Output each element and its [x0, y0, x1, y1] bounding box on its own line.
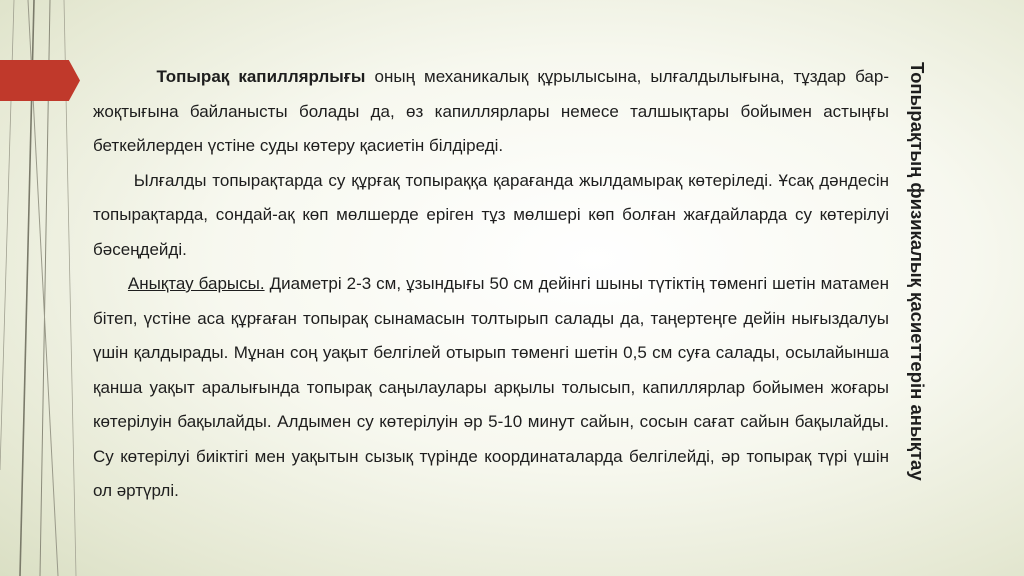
slide-body [93, 60, 889, 509]
paragraph-capillarity [93, 60, 889, 164]
paragraph-procedure-text: Диаметрі 2-3 см, ұзындығы 50 см дейінгі шыны түтіктің төменгі шетін матамен бітеп, үстіне аса құрғаған топырақ сынамасын толтырып салады да, таңертеңге дейін нығыздалуы үшін қалдырады. Мұнан соң уақыт белгілей отырып төменгі шетін 0,5 см суға салады, осылайынша қанша уақыт аралығында топырақ саңылаулары арқылы толысып, капиллярлар бойымен жоғары көтерілуін бақылайды. Алдымен су көтерілуін әр 5-10 минут сайын, сосын сағат сайын бақылайды. Су көтерілуі биіктігі мен уақытын сызық түрінде координаталарда белгілейді, әр топырақ түрі үшін ол әртүрлі. [93, 274, 890, 500]
term-capillarity: Топырақ капиллярлығы [156, 67, 366, 86]
slide-title: Топырақтың физикалық қасиеттерін анықтау [907, 62, 928, 481]
paragraph-moisture [93, 164, 889, 268]
paragraph-moisture-text: Ылғалды топырақтарда су құрғақ топыраққа қарағанда жылдамырақ көтеріледі. Ұсақ дәндесін топырақтарда, сондай-ақ көп мөлшерде еріген тұз мөлшері көп болған жағдайларда су көтерілуі бәсеңдейді. [93, 170, 889, 259]
procedure-heading: Анықтау барысы. [127, 274, 265, 293]
accent-tab [0, 60, 80, 101]
paragraph-capillarity-text: оның механикалық құрылысына, ылғалдылығына, тұздар бар-жоқтығына байланысты болады да, өз капиллярлары немесе талшықтары бойымен астыңғы беткейлерден үстіне суды көтеру қасиетін білдіреді. [93, 67, 889, 155]
paragraph-procedure [93, 267, 889, 509]
